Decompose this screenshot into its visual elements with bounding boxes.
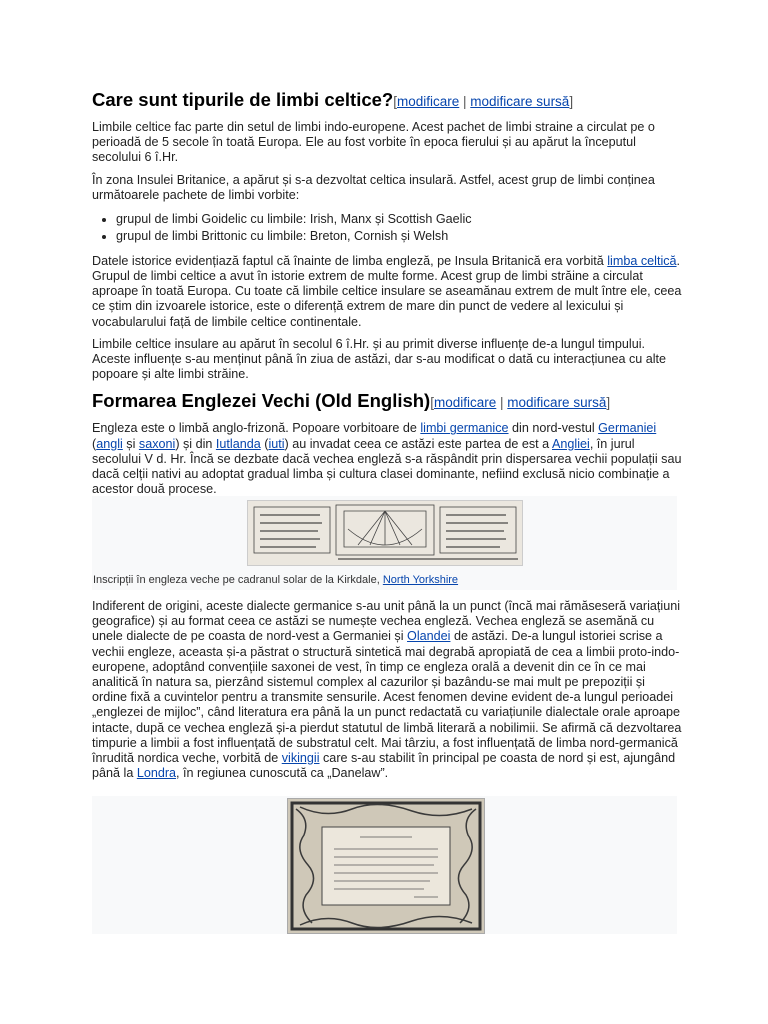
link-olandei[interactable]: Olandei bbox=[407, 629, 451, 644]
link-angli[interactable]: angli bbox=[96, 436, 123, 451]
paragraph: Limbile celtice insulare au apărut în secolul 6 î.Hr. și au primit diverse influențe de-a lungul timpului. Aceste influențe s-au menținut până în ziua de astăzi, dar s-au modificat o dată cu interacțiunea cu alte popoare și alte limbi străine. bbox=[92, 336, 667, 382]
engraving-figure bbox=[92, 796, 677, 934]
link-north-yorkshire[interactable]: North Yorkshire bbox=[382, 574, 459, 586]
edit-source-link[interactable]: modificare sursă bbox=[470, 94, 570, 109]
list-item: • grupul de limbi Goidelic cu limbile: Irish, Manx și Scottish Gaelic bbox=[116, 211, 682, 228]
paragraph: În zona Insulei Britanice, a apărut și s-a dezvoltat celtica insulară. Astfel, acest grup de limbi conținea următoarele pachete de limbi vorbite: bbox=[92, 172, 655, 202]
link-vikingii[interactable]: vikingii bbox=[281, 751, 320, 766]
link-angliei[interactable]: Angliei bbox=[552, 436, 590, 451]
section-heading-old-english: Formarea Englezei Vechi (Old English)[modificare | modificare sursă] bbox=[92, 390, 611, 412]
paragraph: Datele istorice evidențiază faptul că înainte de limba engleză, pe Insula Britanică era vorbită limba celtică. Grupul de limbi celtice a avut în istorie extrem de multe forme. Acest grup de limbi străine a circulat aproape în toată Europa. Cu toate că limbile celtice insulare se aseamănau extrem de mult între ele, ceea ce știm din izvoarele istorice, este o diferență extrem de mare din punct de vedere al lexicului și vocabularului față de limbile celtice continentale. bbox=[92, 253, 682, 329]
link-londra[interactable]: Londra bbox=[136, 766, 177, 781]
edit-link[interactable]: modificare bbox=[396, 94, 460, 109]
link-saxoni[interactable]: saxoni bbox=[138, 436, 176, 451]
edit-section-links: [modificare | modificare sursă] bbox=[430, 395, 611, 411]
engraving-image[interactable] bbox=[287, 798, 485, 934]
edit-source-link[interactable]: modificare sursă bbox=[507, 395, 607, 411]
paragraph: Limbile celtice fac parte din setul de limbi indo-europene. Acest pachet de limbi straine a circulat pe o perioadă de 5 secole în toată Europa. Ele au fost vorbite în epoca fierului și au apărut la începutul secolului 6 î.Hr. bbox=[92, 120, 655, 165]
link-iuti[interactable]: iuti bbox=[268, 436, 285, 451]
figure-caption: Inscripții în engleza veche pe cadranul solar de la Kirkdale, North Yorkshire bbox=[93, 574, 459, 586]
link-iutlanda[interactable]: Iutlanda bbox=[215, 436, 261, 451]
list-item: • grupul de limbi Brittonic cu limbile: Breton, Cornish și Welsh bbox=[116, 228, 682, 245]
edit-section-links: [modificare | modificare sursă] bbox=[393, 94, 574, 109]
link-limba-celtica[interactable]: limba celtică bbox=[607, 253, 677, 268]
sundial-figure bbox=[92, 496, 677, 590]
paragraph: Engleza este o limbă anglo-frizonă. Popoare vorbitoare de limbi germanice din nord-vestul Germaniei (angli și saxoni) și din Iutlanda (iuti) au invadat ceea ce astăzi este partea de est a Angliei, în jurul secolului V d. Hr. Încă se dezbate dacă vechea engleză s-a răspândit prin dispersarea vechii populații sau dacă celții nativi au adoptat gradual limba și cultura clasei dominante, nefiind exclusă nicio combinație a acestor două procese. bbox=[92, 421, 682, 497]
section-heading-celtic: Care sunt tipurile de limbi celtice?[modificare | modificare sursă] bbox=[92, 89, 574, 110]
edit-link[interactable]: modificare bbox=[434, 395, 497, 411]
sundial-image[interactable] bbox=[247, 500, 523, 566]
bullet-list bbox=[92, 211, 682, 246]
paragraph: Indiferent de origini, aceste dialecte germanice s-au unit până la un punct (încă mai rămăseseră variațiuni geografice) și au format ceea ce astăzi se numește vechea engleză. Vechea engleză se asemănă cu unele dialecte de pe coasta de nord-vest a Germaniei și Olandei de astăzi. De-a lungul istoriei scrise a vechii engleze, aceasta și-a păstrat o structură sintetică mai degrabă apropiată de cea a limbii proto-indo-europene, adoptând convențiile saxonei de vest, în timp ce engleza orală a devenit din ce în ce mai analitică în natura sa, pierzând sistemul complex al cazurilor și bazându-se mai mult pe prepoziții și ordine fixă a cuvintelor pentru a transmite sensurile. Acest fenomen devine evident de-a lungul perioadei „englezei de mijloc”, când literatura era până la un punct redactată cu variațiunile dialectale orale aproape intacte, după ce vechea engleză și-a pierdut statutul de limbă literară a nobilimii. Se afirmă că dezvoltarea timpurie a limbii a fost influențată de substratul celt. Mai târziu, a fost influențată de limba nord-germanică înrudită nordica veche, vorbită de vikingii care s-au stabilit în principal pe coasta de nord și est, ajungând până la Londra, în regiunea cunoscută ca „Danelaw”. bbox=[92, 599, 682, 781]
link-germaniei[interactable]: Germaniei bbox=[598, 421, 657, 436]
link-limbi-germanice[interactable]: limbi germanice bbox=[420, 421, 509, 436]
